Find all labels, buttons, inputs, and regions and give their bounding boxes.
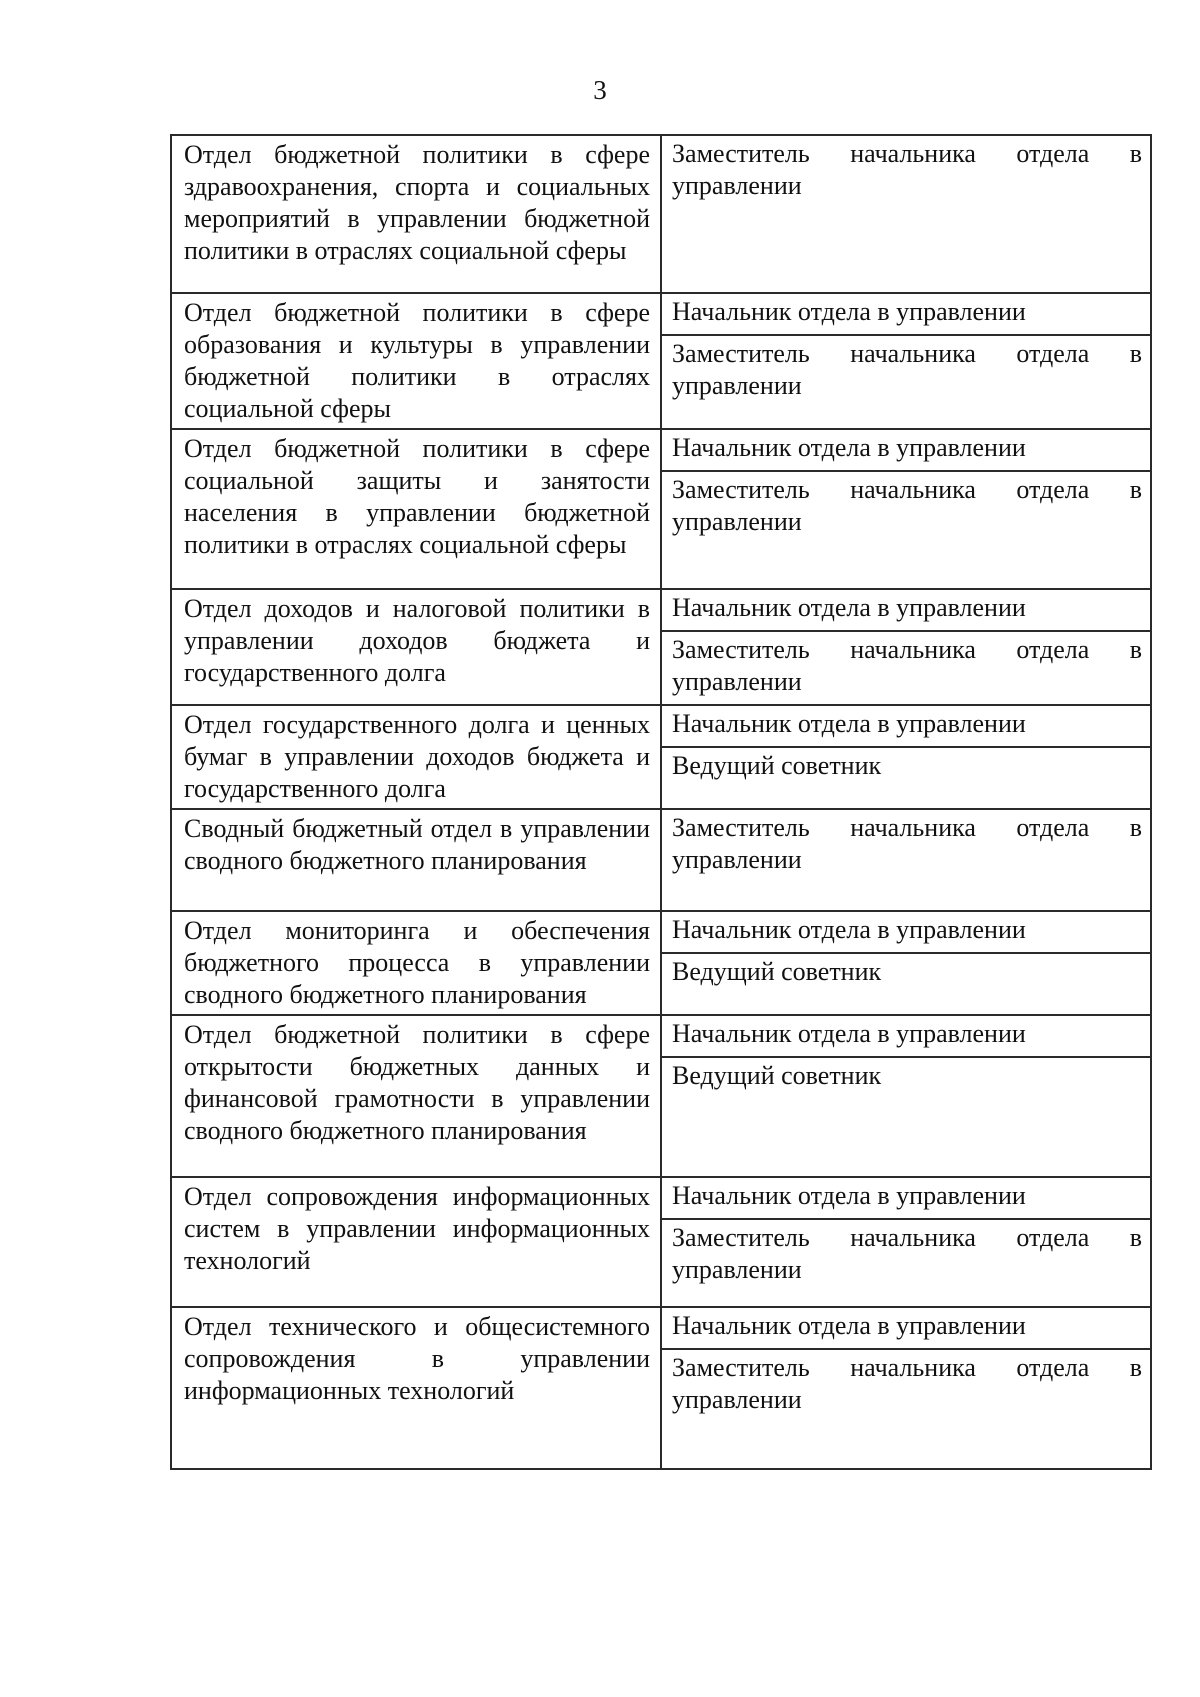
- table-row: [171, 293, 1151, 429]
- positions-list: [662, 1178, 1150, 1292]
- positions-cell: [661, 1307, 1151, 1469]
- table-row: [171, 429, 1151, 589]
- department-cell: Отдел государственного долга и ценных бумаг в управлении доходов бюджета и государственного долга: [171, 705, 661, 809]
- department-cell: Отдел мониторинга и обеспечения бюджетного процесса в управлении сводного бюджетного планирования: [171, 911, 661, 1015]
- position-item: Начальник отдела в управлении: [662, 1016, 1150, 1058]
- position-item: Начальник отдела в управлении: [662, 1178, 1150, 1220]
- positions-cell: [661, 705, 1151, 809]
- positions-list: [662, 1016, 1150, 1098]
- position-item: Начальник отдела в управлении: [662, 590, 1150, 632]
- department-cell: Отдел бюджетной политики в сфере социальной защиты и занятости населения в управлении бюджетной политики в отраслях социальной сферы: [171, 429, 661, 589]
- table-body: [171, 135, 1151, 1469]
- department-cell: Сводный бюджетный отдел в управлении сводного бюджетного планирования: [171, 809, 661, 911]
- positions-list: [662, 430, 1150, 544]
- position-item: Заместитель начальника отдела в управлении: [672, 1223, 1142, 1284]
- department-cell: Отдел сопровождения информационных систем в управлении информационных технологий: [171, 1177, 661, 1307]
- table-row: [171, 589, 1151, 705]
- table-row: [171, 809, 1151, 911]
- positions-cell: [661, 589, 1151, 705]
- position-item: Заместитель начальника отдела в управлении: [672, 1353, 1142, 1414]
- positions-list: [662, 294, 1150, 408]
- position-item: Начальник отдела в управлении: [662, 294, 1150, 336]
- positions-cell: [661, 911, 1151, 1015]
- table-row: [171, 911, 1151, 1015]
- position-item: Заместитель начальника отдела в управлении: [672, 139, 1142, 200]
- table-row: [171, 705, 1151, 809]
- position-item: Ведущий советник: [672, 957, 882, 986]
- position-item: Начальник отдела в управлении: [662, 430, 1150, 472]
- positions-cell: [661, 1015, 1151, 1177]
- positions-list: [662, 810, 1150, 882]
- positions-list: [662, 912, 1150, 994]
- department-cell: Отдел технического и общесистемного сопровождения в управлении информационных технологий: [171, 1307, 661, 1469]
- position-item: Ведущий советник: [672, 1061, 882, 1090]
- position-item: Ведущий советник: [672, 751, 882, 780]
- positions-cell: [661, 1177, 1151, 1307]
- position-item: Начальник отдела в управлении: [662, 706, 1150, 748]
- position-item: Начальник отдела в управлении: [662, 912, 1150, 954]
- table-row: [171, 135, 1151, 293]
- positions-table: [170, 134, 1152, 1470]
- department-cell: Отдел бюджетной политики в сфере здравоохранения, спорта и социальных мероприятий в управлении бюджетной политики в отраслях социальной сферы: [171, 135, 661, 293]
- table-row: [171, 1177, 1151, 1307]
- positions-cell: [661, 429, 1151, 589]
- positions-list: [662, 706, 1150, 788]
- page-number: 3: [593, 75, 607, 105]
- position-item: Заместитель начальника отдела в управлении: [672, 339, 1142, 400]
- positions-list: [662, 136, 1150, 208]
- positions-list: [662, 590, 1150, 704]
- positions-list: [662, 1308, 1150, 1422]
- position-item: Заместитель начальника отдела в управлении: [672, 475, 1142, 536]
- positions-cell: [661, 809, 1151, 911]
- table-row: [171, 1307, 1151, 1469]
- department-cell: Отдел доходов и налоговой политики в управлении доходов бюджета и государственного долга: [171, 589, 661, 705]
- positions-cell: [661, 293, 1151, 429]
- positions-cell: [661, 135, 1151, 293]
- table-row: [171, 1015, 1151, 1177]
- position-item: Заместитель начальника отдела в управлении: [672, 635, 1142, 696]
- position-item: Заместитель начальника отдела в управлении: [672, 813, 1142, 874]
- department-cell: Отдел бюджетной политики в сфере открытости бюджетных данных и финансовой грамотности в управлении сводного бюджетного планирования: [171, 1015, 661, 1177]
- position-item: Начальник отдела в управлении: [662, 1308, 1150, 1350]
- department-cell: Отдел бюджетной политики в сфере образования и культуры в управлении бюджетной политики в отраслях социальной сферы: [171, 293, 661, 429]
